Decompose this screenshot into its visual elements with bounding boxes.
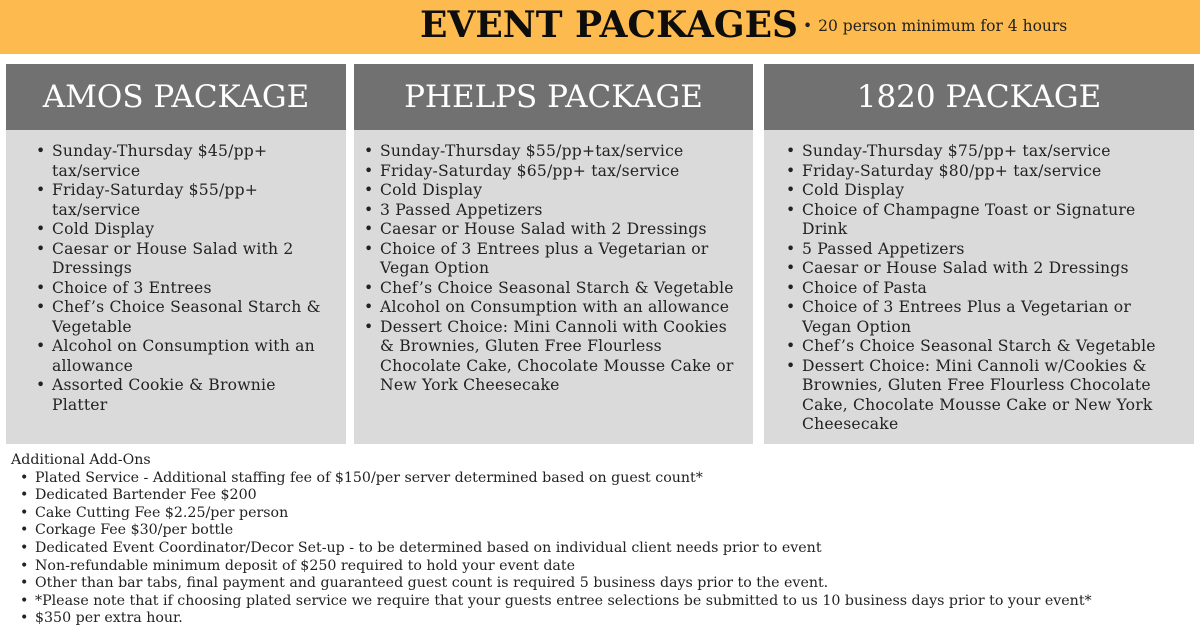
page-title: EVENT PACKAGES (420, 4, 799, 46)
package-title: AMOS PACKAGE (6, 64, 346, 130)
package-card-phelps (354, 64, 753, 444)
addon-item: • Cake Cutting Fee $2.25/per person (11, 505, 1191, 523)
package-item: • Cold Display (802, 181, 1180, 201)
package-item: • 3 Passed Appetizers (380, 201, 743, 221)
addons-list (11, 470, 1191, 628)
addon-item: • *Please note that if choosing plated service we require that your guests entree selections be submitted to us 10 business days prior to your event* (11, 593, 1191, 611)
package-item: • Friday-Saturday $55/pp+ tax/service (52, 181, 330, 220)
package-item: • Alcohol on Consumption with an allowance (380, 298, 743, 318)
package-item: • Choice of Pasta (802, 279, 1180, 299)
minimum-note (803, 17, 1067, 35)
package-item: • Chef’s Choice Seasonal Starch & Vegetable (802, 337, 1180, 357)
package-item: • Caesar or House Salad with 2 Dressings (802, 259, 1180, 279)
package-card-amos (6, 64, 346, 444)
package-item: • Chef’s Choice Seasonal Starch & Vegetable (52, 298, 330, 337)
package-item: • Cold Display (52, 220, 330, 240)
package-item: • Alcohol on Consumption with an allowance (52, 337, 330, 376)
package-item-list (354, 130, 753, 396)
package-item: • 5 Passed Appetizers (802, 240, 1180, 260)
package-item: • Choice of 3 Entrees (52, 279, 330, 299)
package-item: • Chef’s Choice Seasonal Starch & Vegetable (380, 279, 743, 299)
addon-item: • Corkage Fee $30/per bottle (11, 522, 1191, 540)
package-item-list (764, 130, 1194, 435)
package-item: • Choice of 3 Entrees plus a Vegetarian or Vegan Option (380, 240, 743, 279)
package-item: • Caesar or House Salad with 2 Dressings (380, 220, 743, 240)
package-item: • Sunday-Thursday $55/pp+tax/service (380, 142, 743, 162)
package-item: • Friday-Saturday $80/pp+ tax/service (802, 162, 1180, 182)
header-banner (0, 0, 1200, 54)
addon-item: • Plated Service - Additional staffing fee of $150/per server determined based on guest count* (11, 470, 1191, 488)
package-title: 1820 PACKAGE (764, 64, 1194, 130)
package-card-1820 (764, 64, 1194, 444)
bullet-icon: • (803, 17, 813, 35)
addon-item: • Non-refundable minimum deposit of $250 required to hold your event date (11, 558, 1191, 576)
addon-item: • Dedicated Bartender Fee $200 (11, 487, 1191, 505)
package-item: • Cold Display (380, 181, 743, 201)
package-item: • Dessert Choice: Mini Cannoli with Cookies & Brownies, Gluten Free Flourless Chocolate Cake, Chocolate Mousse Cake or New York Cheesecake (380, 318, 743, 396)
package-item: • Assorted Cookie & Brownie Platter (52, 376, 330, 415)
package-item: • Dessert Choice: Mini Cannoli w/Cookies & Brownies, Gluten Free Flourless Chocolate Cake, Chocolate Mousse Cake or New York Cheesecake (802, 357, 1180, 435)
package-item: • Friday-Saturday $65/pp+ tax/service (380, 162, 743, 182)
minimum-note-text: 20 person minimum for 4 hours (818, 17, 1068, 35)
addon-item: • Other than bar tabs, final payment and guaranteed guest count is required 5 business days prior to the event. (11, 575, 1191, 593)
package-item-list (6, 130, 346, 415)
addons-title: Additional Add-Ons (11, 452, 151, 468)
package-item: • Sunday-Thursday $45/pp+ tax/service (52, 142, 330, 181)
package-title: PHELPS PACKAGE (354, 64, 753, 130)
package-item: • Sunday-Thursday $75/pp+ tax/service (802, 142, 1180, 162)
package-item: • Choice of 3 Entrees Plus a Vegetarian or Vegan Option (802, 298, 1180, 337)
package-item: • Choice of Champagne Toast or Signature Drink (802, 201, 1180, 240)
addons-section (11, 452, 1191, 628)
addon-item: • $350 per extra hour. (11, 610, 1191, 628)
addon-item: • Dedicated Event Coordinator/Decor Set-up - to be determined based on individual client needs prior to event (11, 540, 1191, 558)
package-item: • Caesar or House Salad with 2 Dressings (52, 240, 330, 279)
